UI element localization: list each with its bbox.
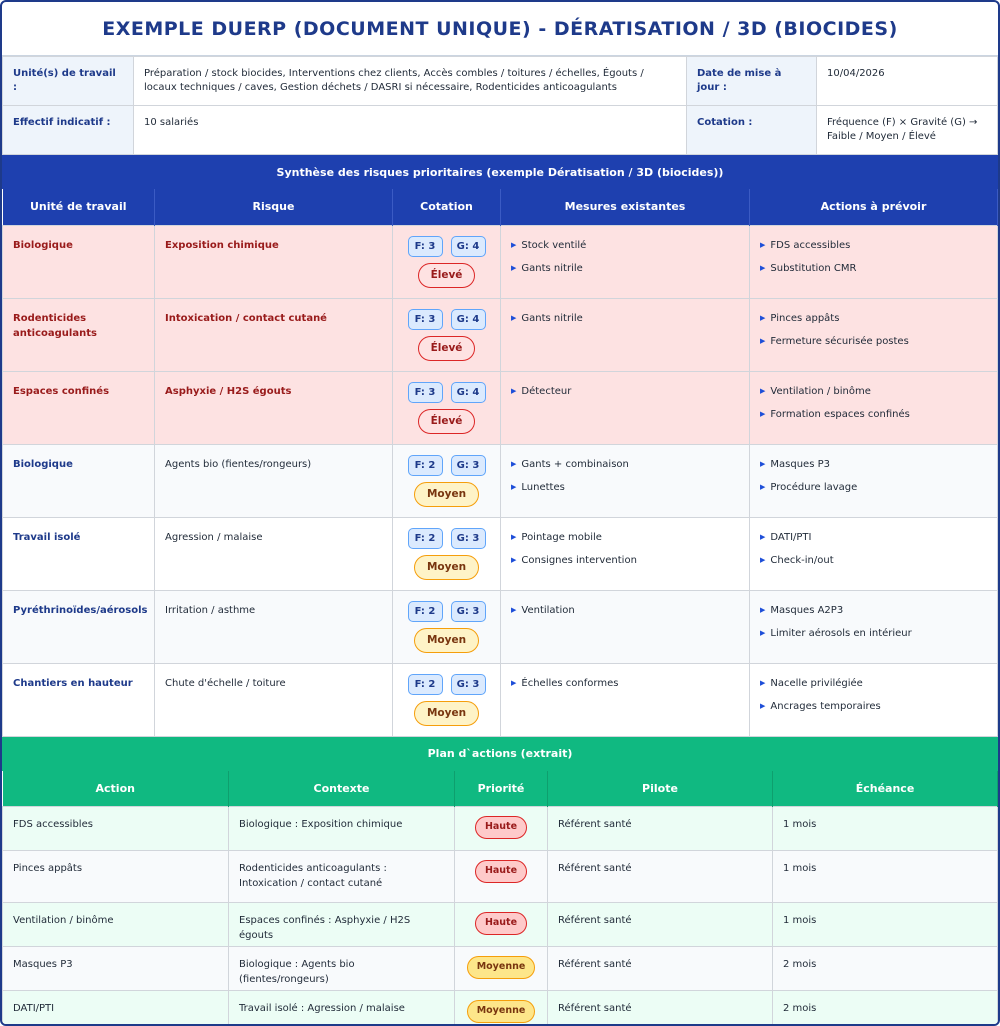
mesure-text: Ventilation — [521, 604, 575, 616]
mesure-item — [511, 530, 739, 545]
risks-body — [3, 225, 998, 736]
bullet-icon: ▶ — [511, 263, 517, 272]
cotation-chips — [403, 528, 490, 549]
action-item — [760, 530, 987, 545]
mesures-existantes — [501, 225, 750, 298]
mesure-item — [511, 261, 739, 276]
action-text: Limiter aérosols en intérieur — [770, 627, 912, 639]
unites-value: Préparation / stock biocides, Interventions chez clients, Accès combles / toitures / échelles, Égouts / locaux techniques / caves, Gestion déchets / DASRI si nécessaire, Rodenticides anticoagulants — [134, 57, 687, 106]
risk-name: Exposition chimique — [155, 225, 393, 298]
action-item — [760, 457, 987, 472]
risk-unit: Biologique — [3, 444, 155, 517]
risk-row — [3, 444, 998, 517]
action-item — [760, 603, 987, 618]
mesure-item — [511, 238, 739, 253]
plan-priorite — [455, 851, 548, 903]
action-text: Ancrages temporaires — [770, 700, 881, 712]
mesure-text: Gants + combinaison — [521, 458, 629, 470]
plan-header-action: Action — [3, 771, 229, 807]
mesure-item — [511, 480, 739, 495]
action-item — [760, 384, 987, 399]
plan-pilote: Référent santé — [548, 903, 773, 947]
mesures-existantes — [501, 517, 750, 590]
plan-row — [3, 947, 998, 991]
plan-contexte: Biologique : Exposition chimique — [229, 807, 455, 851]
bullet-icon: ▶ — [760, 459, 766, 468]
frequency-chip: F: 2 — [408, 455, 443, 476]
mesures-existantes — [501, 590, 750, 663]
risk-level-badge: Moyen — [414, 482, 479, 507]
frequency-chip: F: 2 — [408, 528, 443, 549]
action-text: Masques A2P3 — [770, 604, 844, 616]
bullet-icon: ▶ — [760, 605, 766, 614]
risk-level-badge: Élevé — [418, 409, 476, 434]
priority-badge: Haute — [475, 860, 527, 883]
action-text: FDS accessibles — [770, 239, 851, 251]
actions-a-prevoir — [750, 225, 998, 298]
risk-cotation — [393, 225, 501, 298]
risk-row — [3, 590, 998, 663]
frequency-chip: F: 3 — [408, 236, 443, 257]
risks-header-actions: Actions à prévoir — [750, 189, 998, 225]
mesure-text: Consignes intervention — [521, 554, 637, 566]
plan-action: DATI/PTI — [3, 991, 229, 1026]
bullet-icon: ▶ — [511, 532, 517, 541]
plan-header-priorite: Priorité — [455, 771, 548, 807]
frequency-chip: F: 3 — [408, 309, 443, 330]
risk-cotation — [393, 590, 501, 663]
action-item — [760, 480, 987, 495]
plan-echeance: 1 mois — [773, 807, 998, 851]
plan-priorite — [455, 991, 548, 1026]
cotation-chips — [403, 455, 490, 476]
mesure-text: Pointage mobile — [521, 531, 602, 543]
bullet-icon: ▶ — [760, 532, 766, 541]
bullet-icon: ▶ — [760, 336, 766, 345]
mesures-existantes — [501, 371, 750, 444]
effectif-label: Effectif indicatif : — [3, 106, 134, 155]
priority-badge: Haute — [475, 912, 527, 935]
risks-header-cotation: Cotation — [393, 189, 501, 225]
mesures-existantes — [501, 298, 750, 371]
plan-priorite — [455, 903, 548, 947]
risk-row — [3, 225, 998, 298]
plan-contexte: Travail isolé : Agression / malaise — [229, 991, 455, 1026]
risk-cotation — [393, 371, 501, 444]
bullet-icon: ▶ — [511, 313, 517, 322]
bullet-icon: ▶ — [760, 628, 766, 637]
info-table — [2, 56, 998, 155]
bullet-icon: ▶ — [760, 409, 766, 418]
mesures-existantes — [501, 663, 750, 736]
risk-name: Chute d'échelle / toiture — [155, 663, 393, 736]
action-text: Substitution CMR — [770, 262, 857, 274]
action-item — [760, 334, 987, 349]
risk-level-badge: Moyen — [414, 701, 479, 726]
cotation-label: Cotation : — [687, 106, 817, 155]
plan-contexte: Biologique : Agents bio (fientes/rongeurs) — [229, 947, 455, 991]
risk-name: Irritation / asthme — [155, 590, 393, 663]
cotation-value: Fréquence (F) × Gravité (G) → Faible / Moyen / Élevé — [817, 106, 998, 155]
gravity-chip: G: 4 — [451, 236, 486, 257]
action-item — [760, 699, 987, 714]
action-text: Nacelle privilégiée — [770, 677, 863, 689]
bullet-icon: ▶ — [511, 555, 517, 564]
action-text: Fermeture sécurisée postes — [770, 335, 909, 347]
gravity-chip: G: 3 — [451, 528, 486, 549]
priority-badge: Moyenne — [467, 956, 536, 979]
action-item — [760, 626, 987, 641]
plan-table — [2, 771, 998, 1026]
mesure-text: Détecteur — [521, 385, 572, 397]
cotation-chips — [403, 236, 490, 257]
risk-row — [3, 517, 998, 590]
cotation-chips — [403, 601, 490, 622]
action-text: Pinces appâts — [770, 312, 840, 324]
action-text: Check-in/out — [770, 554, 834, 566]
gravity-chip: G: 3 — [451, 601, 486, 622]
risk-unit: Rodenticides anticoagulants — [3, 298, 155, 371]
risk-name: Agression / malaise — [155, 517, 393, 590]
plan-row — [3, 807, 998, 851]
risks-header-mesures: Mesures existantes — [501, 189, 750, 225]
bullet-icon: ▶ — [760, 386, 766, 395]
actions-a-prevoir — [750, 663, 998, 736]
mesure-item — [511, 603, 739, 618]
plan-priorite — [455, 807, 548, 851]
action-item — [760, 238, 987, 253]
risk-row — [3, 371, 998, 444]
plan-pilote: Référent santé — [548, 991, 773, 1026]
gravity-chip: G: 4 — [451, 309, 486, 330]
action-text: Ventilation / binôme — [770, 385, 871, 397]
gravity-chip: G: 4 — [451, 382, 486, 403]
mesure-text: Lunettes — [521, 481, 565, 493]
plan-header-contexte: Contexte — [229, 771, 455, 807]
plan-row — [3, 851, 998, 903]
bullet-icon: ▶ — [760, 678, 766, 687]
action-text: DATI/PTI — [770, 531, 812, 543]
mesure-item — [511, 676, 739, 691]
plan-row — [3, 991, 998, 1026]
action-text: Procédure lavage — [770, 481, 858, 493]
plan-pilote: Référent santé — [548, 807, 773, 851]
actions-a-prevoir — [750, 517, 998, 590]
date-label: Date de mise à jour : — [687, 57, 817, 106]
plan-echeance: 1 mois — [773, 903, 998, 947]
actions-a-prevoir — [750, 590, 998, 663]
effectif-value: 10 salariés — [134, 106, 687, 155]
bullet-icon: ▶ — [511, 386, 517, 395]
risks-section-title: Synthèse des risques prioritaires (exemple Dératisation / 3D (biocides)) — [2, 155, 998, 189]
risk-name: Intoxication / contact cutané — [155, 298, 393, 371]
action-text: Masques P3 — [770, 458, 830, 470]
mesure-item — [511, 384, 739, 399]
plan-contexte: Rodenticides anticoagulants : Intoxication / contact cutané — [229, 851, 455, 903]
actions-a-prevoir — [750, 298, 998, 371]
risk-level-badge: Moyen — [414, 628, 479, 653]
risk-cotation — [393, 517, 501, 590]
plan-pilote: Référent santé — [548, 851, 773, 903]
plan-echeance: 2 mois — [773, 947, 998, 991]
date-value: 10/04/2026 — [817, 57, 998, 106]
gravity-chip: G: 3 — [451, 674, 486, 695]
bullet-icon: ▶ — [760, 240, 766, 249]
priority-badge: Haute — [475, 816, 527, 839]
plan-priorite — [455, 947, 548, 991]
plan-echeance: 2 mois — [773, 991, 998, 1026]
actions-a-prevoir — [750, 444, 998, 517]
risk-unit: Travail isolé — [3, 517, 155, 590]
priority-badge: Moyenne — [467, 1000, 536, 1023]
bullet-icon: ▶ — [760, 555, 766, 564]
risk-name: Agents bio (fientes/rongeurs) — [155, 444, 393, 517]
mesure-item — [511, 311, 739, 326]
plan-action: Pinces appâts — [3, 851, 229, 903]
frequency-chip: F: 2 — [408, 601, 443, 622]
mesures-existantes — [501, 444, 750, 517]
action-item — [760, 553, 987, 568]
bullet-icon: ▶ — [760, 263, 766, 272]
actions-a-prevoir — [750, 371, 998, 444]
action-item — [760, 676, 987, 691]
action-item — [760, 311, 987, 326]
mesure-text: Gants nitrile — [521, 312, 583, 324]
plan-action: Masques P3 — [3, 947, 229, 991]
action-item — [760, 407, 987, 422]
cotation-chips — [403, 309, 490, 330]
mesure-text: Gants nitrile — [521, 262, 583, 274]
gravity-chip: G: 3 — [451, 455, 486, 476]
risk-unit: Pyréthrinoïdes/aérosols — [3, 590, 155, 663]
plan-contexte: Espaces confinés : Asphyxie / H2S égouts — [229, 903, 455, 947]
plan-header-pilote: Pilote — [548, 771, 773, 807]
bullet-icon: ▶ — [511, 678, 517, 687]
risk-cotation — [393, 298, 501, 371]
bullet-icon: ▶ — [511, 482, 517, 491]
risk-unit: Biologique — [3, 225, 155, 298]
bullet-icon: ▶ — [511, 240, 517, 249]
bullet-icon: ▶ — [511, 459, 517, 468]
risk-level-badge: Élevé — [418, 263, 476, 288]
frequency-chip: F: 2 — [408, 674, 443, 695]
plan-body — [3, 807, 998, 1026]
mesure-text: Échelles conformes — [521, 677, 619, 689]
mesure-text: Stock ventilé — [521, 239, 587, 251]
cotation-chips — [403, 382, 490, 403]
plan-header-echeance: Échéance — [773, 771, 998, 807]
risk-cotation — [393, 444, 501, 517]
plan-pilote: Référent santé — [548, 947, 773, 991]
frequency-chip: F: 3 — [408, 382, 443, 403]
plan-action: Ventilation / binôme — [3, 903, 229, 947]
risk-unit: Chantiers en hauteur — [3, 663, 155, 736]
bullet-icon: ▶ — [760, 701, 766, 710]
plan-action: FDS accessibles — [3, 807, 229, 851]
risk-row — [3, 298, 998, 371]
risk-level-badge: Moyen — [414, 555, 479, 580]
risk-cotation — [393, 663, 501, 736]
bullet-icon: ▶ — [511, 605, 517, 614]
plan-section-title: Plan d`actions (extrait) — [2, 737, 998, 771]
risk-row — [3, 663, 998, 736]
bullet-icon: ▶ — [760, 482, 766, 491]
risk-name: Asphyxie / H2S égouts — [155, 371, 393, 444]
cotation-chips — [403, 674, 490, 695]
plan-row — [3, 903, 998, 947]
page-title: EXEMPLE DUERP (DOCUMENT UNIQUE) - DÉRATISATION / 3D (BIOCIDES) — [2, 2, 998, 56]
risks-header-risk: Risque — [155, 189, 393, 225]
action-text: Formation espaces confinés — [770, 408, 910, 420]
risk-level-badge: Élevé — [418, 336, 476, 361]
mesure-item — [511, 457, 739, 472]
plan-echeance: 1 mois — [773, 851, 998, 903]
mesure-item — [511, 553, 739, 568]
risks-table — [2, 189, 998, 737]
risk-unit: Espaces confinés — [3, 371, 155, 444]
risks-header-unit: Unité de travail — [3, 189, 155, 225]
action-item — [760, 261, 987, 276]
unites-label: Unité(s) de travail : — [3, 57, 134, 106]
bullet-icon: ▶ — [760, 313, 766, 322]
